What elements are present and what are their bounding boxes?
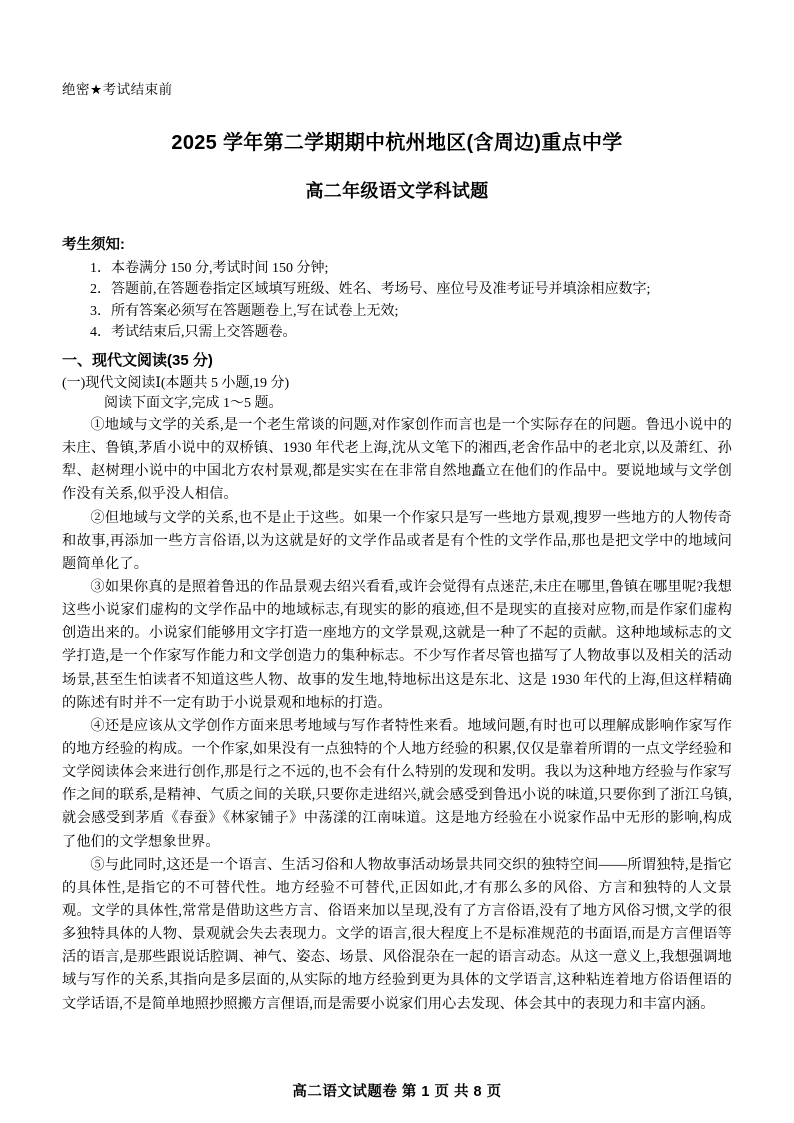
- confidential-notice: 绝密★考试结束前: [62, 82, 173, 97]
- notice-item: 4．考试结束后,只需上交答题卷。: [90, 324, 297, 340]
- passage-paragraph: ②但地域与文学的关系,也不是止于这些。如果一个作家只是写一些地方景观,搜罗一些地方的人物传奇和故事,再添加一些方言俗语,以为这就是好的文学作品或者是有个性的文学作品,那也是把文学中的地域问题简单化了。: [62, 509, 732, 572]
- passage-paragraph: ③如果你真的是照着鲁迅的作品景观去绍兴看看,或许会觉得有点迷茫,未庄在哪里,鲁镇在哪里呢?我想这些小说家们虚构的文学作品中的地域标志,有现实的影的痕迹,但不是现实的直接对应物,而是作家们虚构创造出来的。小说家们能够用文字打造一座地方的文学景观,这就是一种了不起的贡献。这种地域标志的文学打造,是一个作家写作能力和文学创造力的集种标志。不少写作者尽管也描写了人物故事以及相关的活动场景,甚至生怕读者不知道这些人物、故事的发生地,特地标出这是东北、这是 1930 年代的上海,但这样精确的陈述有时并不一定有助于小说景观和地标的打造。: [62, 579, 733, 711]
- notice-item: 2．答题前,在答题卷指定区域填写班级、姓名、考场号、座位号及准考证号并填涂相应数字;: [90, 282, 651, 298]
- page-title: 2025 学年第二学期期中杭州地区(含周边)重点中学: [171, 132, 623, 154]
- page-footer: 高二语文试题卷 第 1 页 共 8 页: [292, 1084, 502, 1100]
- section-heading-modern-reading: 一、现代文阅读(35 分): [62, 352, 213, 370]
- subsection-heading-modern-reading-one: (一)现代文阅读Ⅰ(本题共 5 小题,19 分): [62, 376, 290, 392]
- passage-paragraph: ①地域与文学的关系,是一个老生常谈的问题,对作家创作而言也是一个实际存在的问题。鲁迅小说中的未庄、鲁镇,茅盾小说中的双桥镇、1930 年代老上海,沈从文笔下的湘西,老舍作品中的老北京,以及萧红、孙犁、赵树理小说中的中国北方农村景观,都是实实在在非常自然地矗立在他们的作品中。要说地域与文学创作没有关系,似乎没人相信。: [62, 417, 732, 503]
- candidate-notice-heading: 考生须知:: [62, 237, 125, 253]
- page-subtitle: 高二年级语文学科试题: [305, 181, 489, 201]
- notice-item: 3．所有答案必须写在答题题卷上,写在试卷上无效;: [90, 303, 399, 319]
- candidate-notice-block: [62, 233, 732, 343]
- notice-item: 1．本卷满分 150 分,考试时间 150 分钟;: [90, 261, 329, 276]
- reading-instruction: 阅读下面文字,完成 1～5 题。: [104, 396, 283, 412]
- passage-paragraph: ⑤与此同时,这还是一个语言、生活习俗和人物故事活动场景共同交织的独特空间——所谓独特,是指它的具体性,是指它的不可替代性。地方经验不可替代,正因如此,才有那么多的风俗、方言和独特的人文景观。文学的具体性,常常是借助这些方言、俗语来加以呈现,没有了方言俗语,没有了地方风俗习惯,文学的很多独特具体的人物、景观就会失去表现力。文学的语言,很大程度上不是标准规范的书面语,而是方言俚语等活的语言,是那些跟说话腔调、神气、姿态、场景、风俗混杂在一起的语言动态。从这一意义上,我想强调地域与写作的关系,其指向是多层面的,从实际的地方经验到更为具体的文学语言,这种粘连着地方俗语俚语的文学话语,不是简单地照抄照搬方言俚语,而是需要小说家们用心去发现、体会其中的表现力和丰富内涵。: [62, 856, 732, 1012]
- passage-paragraph: ④还是应该从文学创作方面来思考地域与写作者特性来看。地域问题,有时也可以理解成影响作家写作的地方经验的构成。一个作家,如果没有一点独特的个人地方经验的积累,仅仅是靠着所谓的一点文学经验和文学阅读体会来进行创作,那是行之不远的,也不会有什么特别的发现和发明。我以为这种地方经验与作家写作之间的联系,是精神、气质之间的关联,只要你走进绍兴,就会感受到鲁迅小说的味道,只要你到了浙江乌镇,就会感受到茅盾《春蚕》《林家铺子》中荡漾的江南味道。这是地方经验在小说家作品中无形的影响,构成了他们的文学想象世界。: [62, 717, 732, 850]
